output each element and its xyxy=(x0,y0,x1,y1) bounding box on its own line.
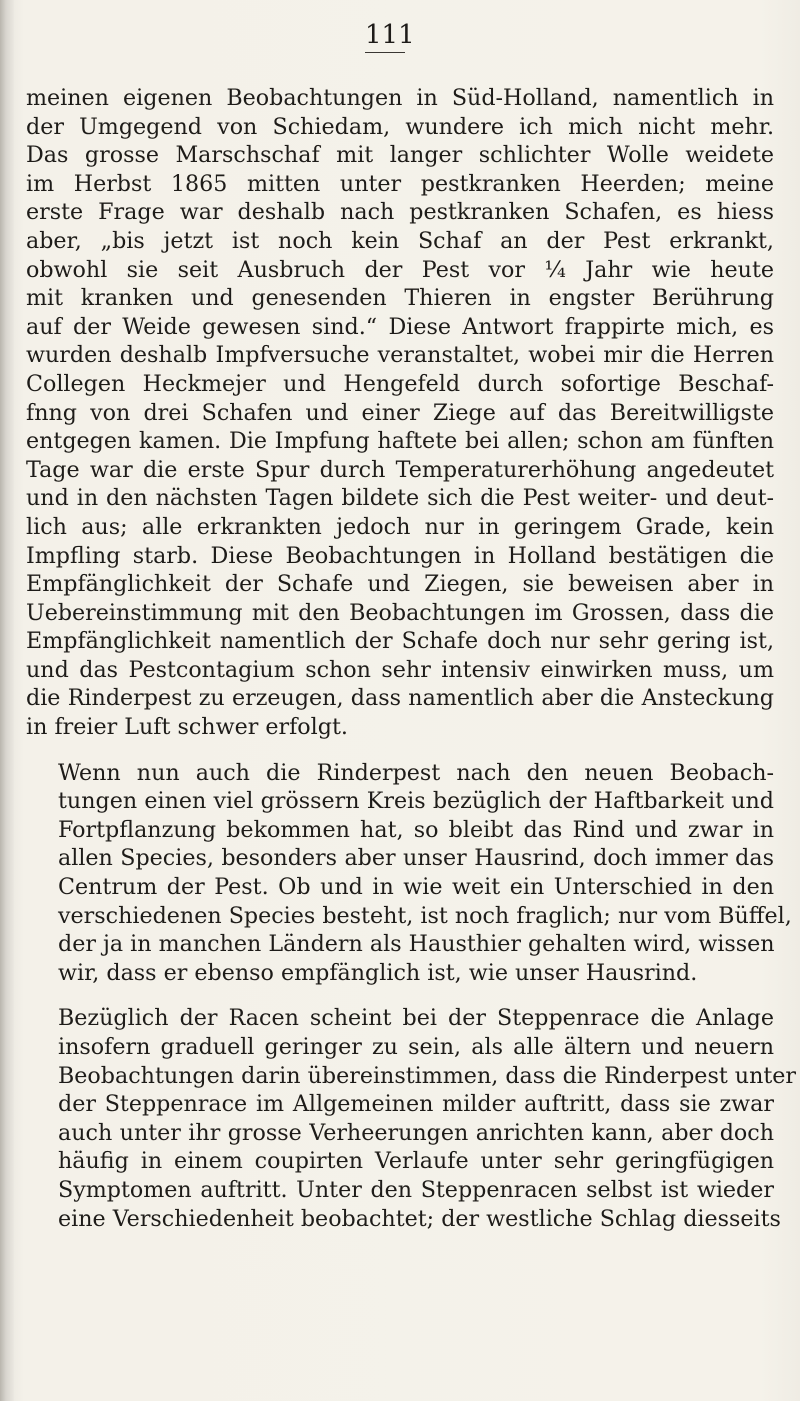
text-line: allen Species, besonders aber unser Hausrind, doch immer das xyxy=(58,845,774,872)
text-line: wir, dass er ebenso empfänglich ist, wie unser Hausrind. xyxy=(58,959,698,986)
text-line: auf der Weide gewesen sind.“ Diese Antwort frappirte mich, es xyxy=(26,313,774,340)
text-line: Symptomen auftritt. Unter den Steppenracen selbst ist wieder xyxy=(58,1176,774,1203)
text-line: in freier Luft schwer erfolgt. xyxy=(26,714,348,741)
text-line: im Herbst 1865 mitten unter pestkranken Heerden; meine xyxy=(26,170,774,197)
text-line: Centrum der Pest. Ob und in wie weit ein Unterschied in den xyxy=(58,874,774,901)
text-line: häufig in einem coupirten Verlaufe unter sehr geringfügigen xyxy=(58,1148,774,1175)
page-number: 111 xyxy=(365,20,405,53)
text-line: fnng von drei Schafen und einer Ziege auf das Bereitwilligste xyxy=(26,399,774,426)
text-line: Empfänglichkeit der Schafe und Ziegen, sie beweisen aber in xyxy=(26,571,774,598)
body-text xyxy=(26,84,797,1233)
text-line: eine Verschiedenheit beobachtet; der westliche Schlag diesseits xyxy=(58,1205,781,1232)
text-line: der ja in manchen Ländern als Hausthier gehalten wird, wissen xyxy=(58,931,775,958)
text-line: Wenn nun auch die Rinderpest nach den neuen Beobach- xyxy=(58,759,774,786)
text-line: Collegen Heckmejer und Hengefeld durch sofortige Beschaf- xyxy=(26,370,774,397)
text-line: insofern graduell geringer zu sein, als alle ältern und neuern xyxy=(58,1034,774,1060)
paragraph-2 xyxy=(26,759,792,988)
text-line: der Steppenrace im Allgemeinen milder auftritt, dass sie zwar xyxy=(58,1091,774,1118)
text-line: der Umgegend von Schiedam, wundere ich mich nicht mehr. xyxy=(26,113,774,140)
text-line: Empfänglichkeit namentlich der Schafe doch nur sehr gering ist, xyxy=(26,628,774,655)
text-line: wurden deshalb Impfversuche veranstaltet, wobei mir die Herren xyxy=(26,342,774,369)
text-line: verschiedenen Species besteht, ist noch fraglich; nur vom Büffel, xyxy=(58,902,792,929)
paragraph-3 xyxy=(26,1004,797,1233)
text-line: Uebereinstimmung mit den Beobachtungen im Grossen, dass die xyxy=(26,599,774,626)
text-line: Tage war die erste Spur durch Temperaturerhöhung angedeutet xyxy=(26,456,774,483)
text-line: Beobachtungen darin übereinstimmen, dass die Rinderpest unter xyxy=(58,1062,797,1089)
text-line: die Rinderpest zu erzeugen, dass namentlich aber die Ansteckung xyxy=(26,685,774,712)
text-line: meinen eigenen Beobachtungen in Süd-Holland, namentlich in xyxy=(26,85,774,111)
text-line: obwohl sie seit Ausbruch der Pest vor ¼ Jahr wie heute xyxy=(26,256,774,283)
text-line: und das Pestcontagium schon sehr intensiv einwirken muss, um xyxy=(26,656,774,683)
text-line: mit kranken und genesenden Thieren in engster Berührung xyxy=(26,285,774,312)
text-line: aber, „bis jetzt ist noch kein Schaf an der Pest erkrankt, xyxy=(26,227,774,254)
paragraph-1 xyxy=(26,84,774,742)
text-line: tungen einen viel grössern Kreis bezüglich der Haftbarkeit und xyxy=(58,788,774,815)
text-line: entgegen kamen. Die Impfung haftete bei allen; schon am fünften xyxy=(26,428,774,455)
text-line: Das grosse Marschschaf mit langer schlichter Wolle weidete xyxy=(26,142,774,169)
book-spine-shadow xyxy=(0,0,14,1401)
text-line: und in den nächsten Tagen bildete sich die Pest weiter- und deut- xyxy=(26,485,774,512)
text-line: Bezüglich der Racen scheint bei der Steppenrace die Anlage xyxy=(58,1005,774,1032)
text-line: erste Frage war deshalb nach pestkranken Schafen, es hiess xyxy=(26,199,774,226)
text-line: lich aus; alle erkrankten jedoch nur in geringem Grade, kein xyxy=(26,513,774,540)
text-line: Fortpflanzung bekommen hat, so bleibt das Rind und zwar in xyxy=(58,816,774,843)
text-line: Impfling starb. Diese Beobachtungen in Holland bestätigen die xyxy=(26,542,774,569)
text-line: auch unter ihr grosse Verheerungen anrichten kann, aber doch xyxy=(58,1119,774,1146)
